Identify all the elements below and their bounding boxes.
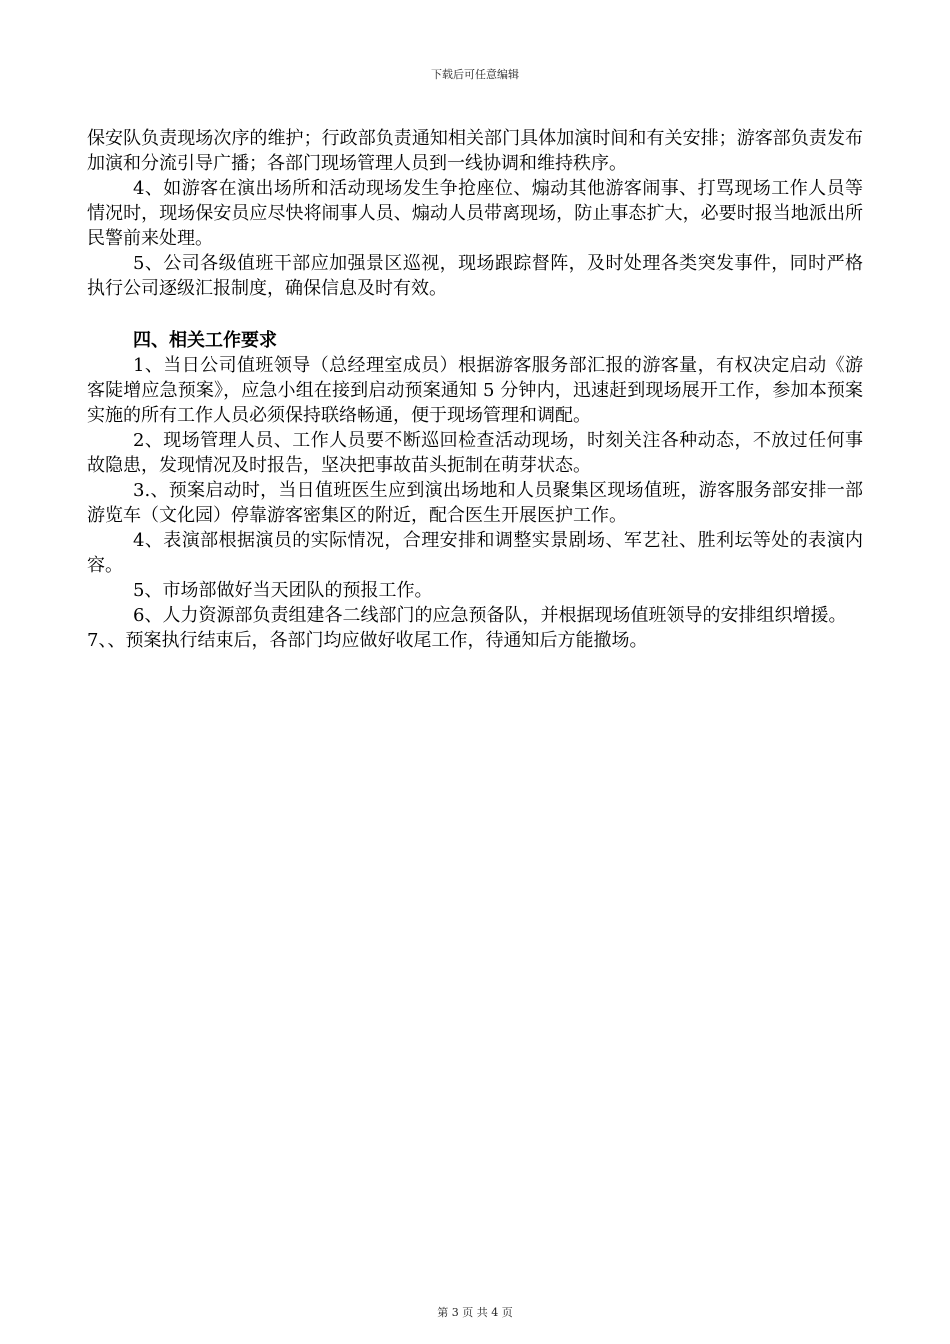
document-body <box>87 126 863 653</box>
section-heading: 四、相关工作要求 <box>133 330 277 351</box>
page-header: 下载后可任意编辑 <box>431 68 519 81</box>
page-footer: 第 3 页 共 4 页 <box>437 1306 513 1319</box>
requirement-item-5: 5、市场部做好当天团队的预报工作。 <box>133 580 433 601</box>
requirement-item-1: 1、当日公司值班领导（总经理室成员）根据游客服务部汇报的游客量，有权决定启动《游客陡增应急预案》，应急小组在接到启动预案通知 5 分钟内，迅速赶到现场展开工作，参加本预案实施的所有工作人员必须保持联络畅通，便于现场管理和调配。 <box>87 355 863 426</box>
paragraph-item-5: 5、公司各级值班干部应加强景区巡视，现场跟踪督阵，及时处理各类突发事件，同时严格执行公司逐级汇报制度，确保信息及时有效。 <box>87 253 863 299</box>
paragraph-continuation: 保安队负责现场次序的维护；行政部负责通知相关部门具体加演时间和有关安排；游客部负责发布加演和分流引导广播；各部门现场管理人员到一线协调和维持秩序。 <box>87 128 863 174</box>
requirement-item-3: 3.、预案启动时，当日值班医生应到演出场地和人员聚集区现场值班，游客服务部安排一部游览车（文化园）停靠游客密集区的附近，配合医生开展医护工作。 <box>87 480 863 526</box>
requirement-item-4: 4、表演部根据演员的实际情况，合理安排和调整实景剧场、军艺社、胜利坛等处的表演内容。 <box>87 530 863 576</box>
requirement-item-7: 7、、预案执行结束后，各部门均应做好收尾工作，待通知后方能撤场。 <box>87 630 648 651</box>
requirement-item-2: 2、现场管理人员、工作人员要不断巡回检查活动现场，时刻关注各种动态，不放过任何事故隐患，发现情况及时报告，坚决把事故苗头扼制在萌芽状态。 <box>87 430 863 476</box>
paragraph-item-4: 4、如游客在演出场所和活动现场发生争抢座位、煽动其他游客闹事、打骂现场工作人员等情况时，现场保安员应尽快将闹事人员、煽动人员带离现场，防止事态扩大，必要时报当地派出所民警前来处理。 <box>87 178 863 249</box>
requirement-item-6: 6、人力资源部负责组建各二线部门的应急预备队，并根据现场值班领导的安排组织增援。 <box>133 605 847 626</box>
